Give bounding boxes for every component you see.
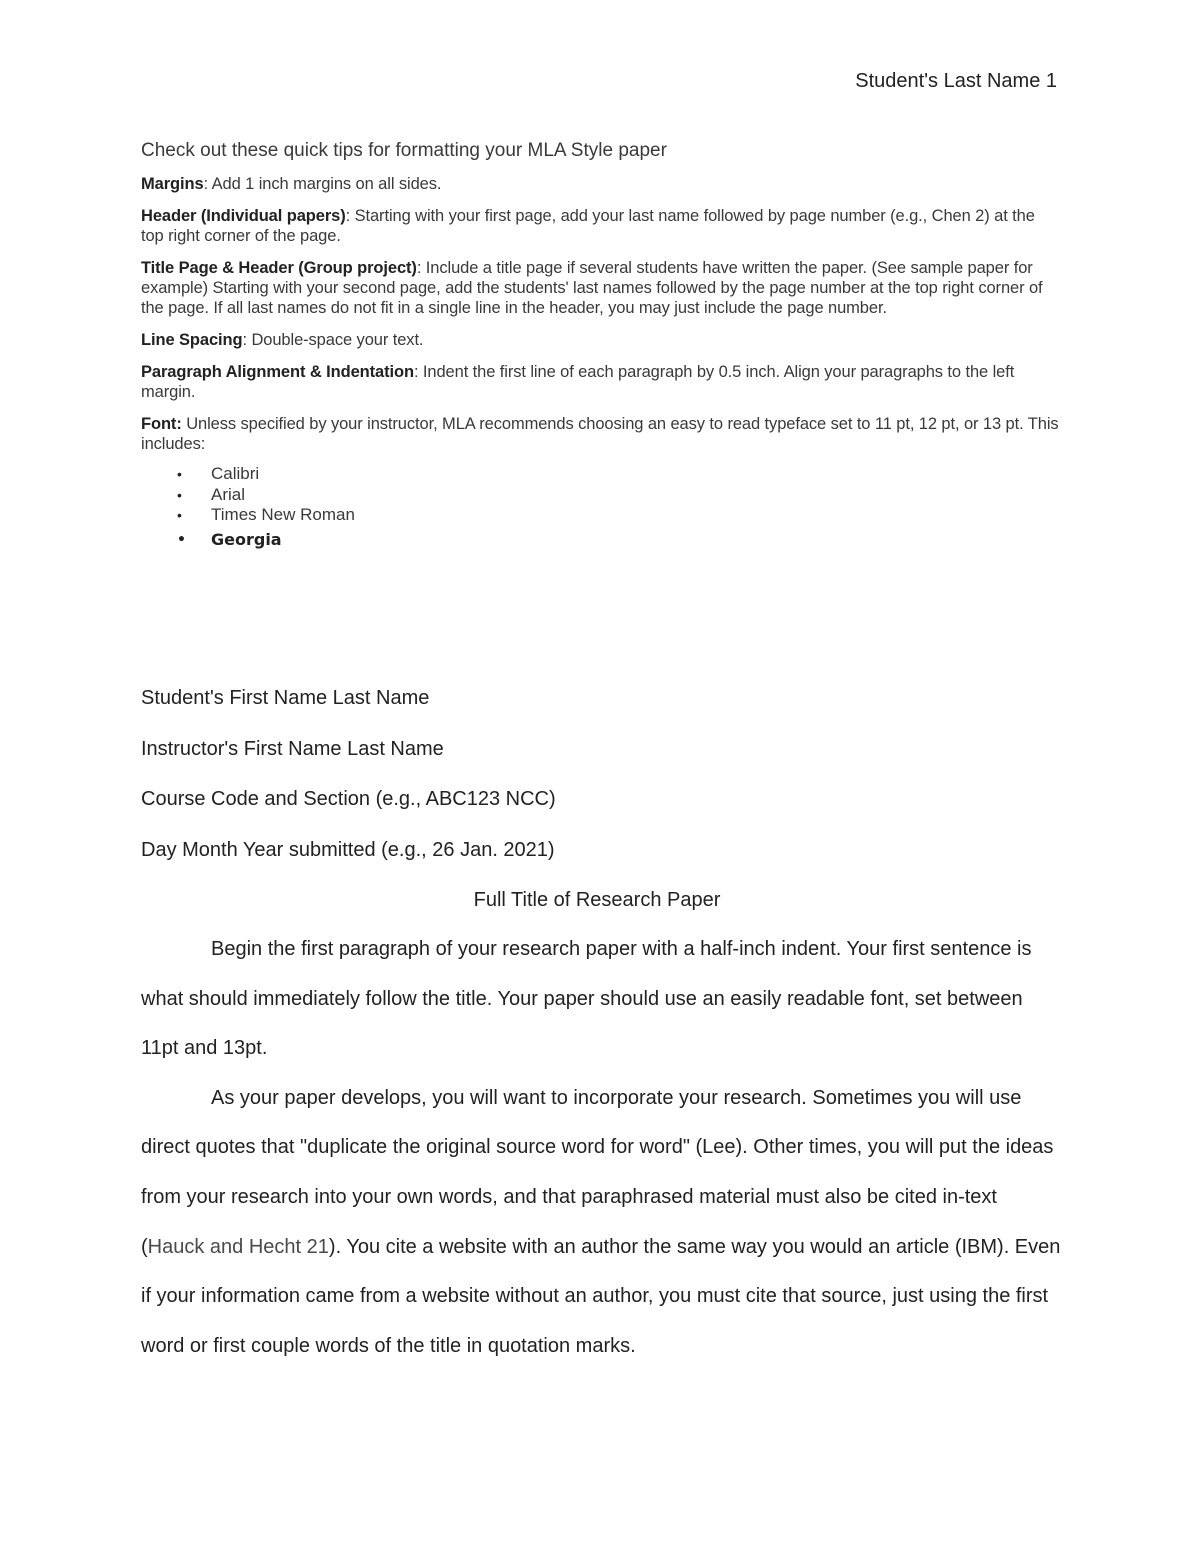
list-item [141, 464, 1061, 485]
tip-label: Title Page & Header (Group project) [141, 259, 417, 277]
paper-title: Full Title of Research Paper [473, 889, 721, 911]
tip-label: Font: [141, 415, 182, 433]
font-name: Georgia [211, 529, 282, 549]
formatting-tips [141, 140, 1061, 550]
list-item [141, 530, 1061, 551]
running-head: Student's Last Name 1 [855, 70, 1057, 92]
font-name: Times New Roman [211, 505, 355, 524]
student-name: Student's First Name Last Name [141, 687, 430, 709]
tip-label: Line Spacing [141, 331, 243, 349]
bullet-icon: • [177, 531, 186, 548]
bullet-icon: • [177, 486, 182, 503]
bullet-icon: • [177, 466, 182, 482]
font-list [141, 464, 1061, 550]
list-item [141, 485, 1061, 506]
paragraph-text: ). You cite a website with an author the same way you would an article (IBM). Even if your information came from a website without an author, you must cite that source, just using the first word or first couple words of the title in quotation marks. [141, 1235, 1061, 1357]
tip-label: Header (Individual papers) [141, 207, 346, 225]
tip-text: : Double-space your text. [242, 331, 424, 349]
tip-line-spacing [141, 330, 1061, 350]
paragraph-text: As your paper develops, you will want to incorporate your research. Sometimes you will use direct quotes that "duplicate the original source word for word" (Lee). Other times, you will put the ideas from your research into your own words, and that paraphrased material must also be cited in-text ( [141, 1086, 1054, 1258]
tip-paragraph-alignment [141, 362, 1061, 402]
list-item [141, 505, 1061, 526]
tip-text: : Indent the first line of each paragraph by 0.5 inch. Align your paragraphs to the left margin. [141, 363, 1015, 401]
paragraph-1: Begin the first paragraph of your research paper with a half-inch indent. Your first sentence is what should immediately follow the title. Your paper should use an easily readable font, set between 11pt and 13pt. [141, 938, 1032, 1060]
tip-text: Unless specified by your instructor, MLA recommends choosing an easy to read typeface set to 11 pt, 12 pt, or 13 pt. This includes: [141, 415, 1059, 453]
tip-font [141, 414, 1061, 454]
citation-link[interactable]: Hauck and Hecht 21 [147, 1235, 329, 1258]
tip-text: : Include a title page if several students have written the paper. (See sample paper for example) Starting with your second page, add the students' last names followed by the page number at the top right corner of the page. If all last names do not fit in a single line in the header, you may just include the page number. [141, 259, 1043, 317]
tip-label: Paragraph Alignment & Indentation [141, 363, 414, 381]
bullet-icon: • [177, 507, 182, 523]
tip-margins [141, 174, 1061, 194]
font-name: Calibri [211, 464, 260, 483]
tip-text: : Starting with your first page, add your last name followed by page number (e.g., Chen 2) at the top right corner of the page. [141, 207, 1035, 245]
tip-label: Margins [141, 175, 204, 193]
tip-header-individual [141, 206, 1061, 246]
tips-intro: Check out these quick tips for formatting your MLA Style paper [141, 140, 667, 161]
font-name: Arial [211, 484, 246, 504]
paragraph-2 [141, 1074, 1061, 1372]
paper-body [141, 683, 1061, 1381]
tip-title-page-group [141, 258, 1061, 318]
tip-text: : Add 1 inch margins on all sides. [203, 175, 442, 193]
submission-date: Day Month Year submitted (e.g., 26 Jan. 2021) [141, 838, 555, 861]
course-code: Course Code and Section (e.g., ABC123 NCC) [141, 788, 556, 810]
instructor-name: Instructor's First Name Last Name [141, 737, 444, 760]
